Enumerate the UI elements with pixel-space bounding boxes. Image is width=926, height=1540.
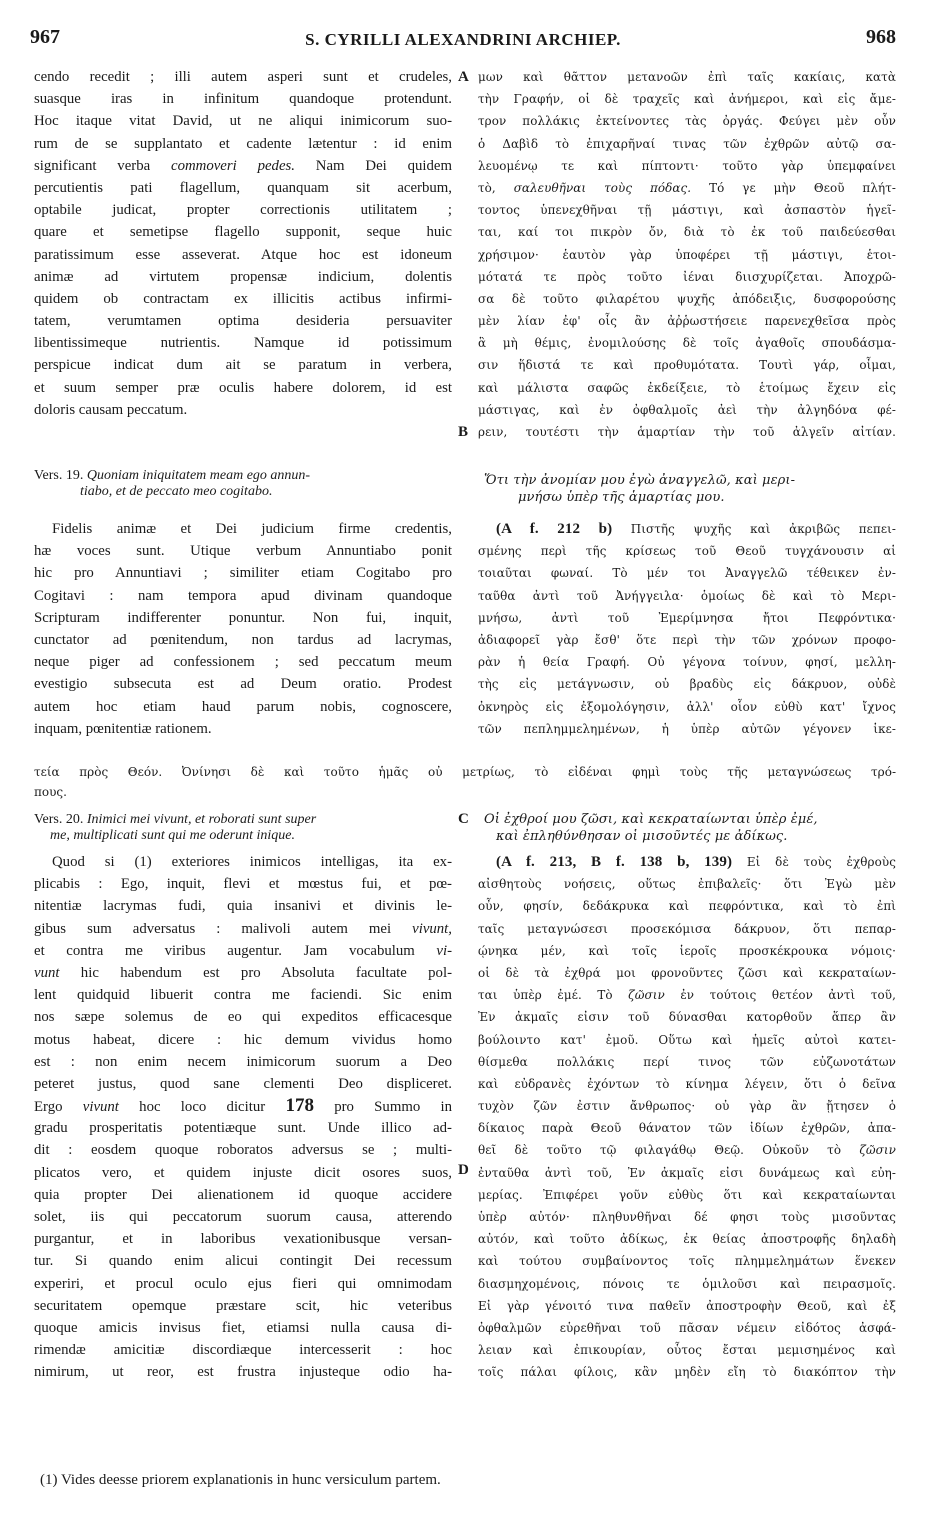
text-line: cunctator ad pœnitendum, non tardus ad lacrymas, [34, 631, 452, 648]
text-line: δίκαιος παρὰ Θεοῦ θάνατον τῶν ἰδίων ἐχθρῶν, ἀπα- [478, 1121, 896, 1136]
text-line: et suum semper præ oculis habere dolorem, id est [34, 379, 452, 396]
text-line: plicatos vero, et quidem injuste dicit osores suos, [34, 1164, 452, 1181]
text-line: τὴν Γραφήν, οἱ δὲ τραχεῖς καὶ ἀνήμεροι, καὶ εἰς ἄμε- [478, 92, 896, 107]
text-line: neque piger ad confessionem ; sed peccatum meum [34, 654, 452, 671]
greek-full-width-continuation [34, 762, 896, 802]
verse-text: Inimici mei vivunt, et roborati sunt super [86, 812, 317, 827]
text-fragment: hic habendum est pro Absoluta facultate pol- [59, 964, 452, 981]
text-fragment: ἐν τούτοις θετέον ἀντὶ τοῦ, [664, 988, 896, 1003]
text-line: cendo recedit ; illi autem asperi sunt et crudeles, [34, 69, 452, 85]
verse-label: Vers. 20. [34, 812, 84, 827]
text-line: est : non enim necem inimicorum suorum a Deo [34, 1053, 452, 1070]
text-line: σμένης περὶ τῆς κρίσεως τοῦ Θεοῦ τυγχάνουσιν αἱ [478, 544, 896, 559]
latin-column-block-3 [34, 851, 452, 1384]
text-fragment: hoc loco dicitur [118, 1099, 286, 1116]
page-header [30, 26, 896, 56]
italic-word: ζῶσιν [859, 1143, 896, 1158]
text-line: ἃ μὴ θέμις, ἐνομιλούσης δὲ τοῖς ἀγαθοῖς σπουδάσμα- [478, 336, 896, 351]
text-line: inquam, pœnitentiæ rationem. [34, 720, 212, 737]
text-line: μάστιγας, καὶ ἐν ὀφθαλμοῖς ἀεὶ τὴν ἀλγηδόνα φέ- [478, 402, 896, 417]
text-line: doloris causam peccatum. [34, 401, 188, 418]
verse-20-latin-heading [34, 812, 452, 844]
text-line: optabile judicat, propter correctionis utilitatem ; [34, 202, 452, 219]
greek-column-block-3 [478, 851, 896, 1384]
margin-marker-a: A [458, 69, 469, 85]
page-number-right: 968 [866, 26, 896, 48]
text-line [34, 918, 452, 940]
text-line [34, 962, 452, 984]
text-line: Hoc itaque vitat David, ut ne aliqui inimicorum suo- [34, 113, 452, 130]
text-line: τοντος ὑπενεχθῆναι τῇ μάστιγι, καὶ ἀσπαστὸν ἡγεῖ- [478, 203, 896, 218]
latin-column-block-1 [34, 66, 452, 421]
text-line: τῶν πεπλημμελημένων, ἡ ὑπὲρ αὐτῶν γέγονεν ἱκε- [478, 721, 896, 736]
greek-column-block-2 [478, 518, 896, 740]
text-line: hæ voces sunt. Utique verbum Annuntiabo ponit [34, 543, 452, 560]
text-line: ἀδιαφορεῖ γὰρ ἔσθ' ὅτε περὶ τὴν τῶν χρόνων προφο- [478, 632, 896, 647]
text-line: μων καὶ θᾶττον μετανοῶν ἐπὶ ταῖς κακίαις, κατὰ [478, 70, 896, 84]
text-line: ρὰν ἡ θεία Γραφή. Οὐ γέγονα τοίνυν, φησί, μελλη- [478, 655, 896, 670]
text-line: lent quidquid libuerit contra me faciendi. Sic enim [34, 987, 452, 1004]
text-line: libentissimeque nutrientis. Namque id potissimum [34, 335, 452, 352]
text-line: Fidelis animæ et Dei judicium firme credentis, [52, 521, 452, 537]
text-line: ἐνταῦθα ἀντὶ τοῦ, Ἐν ἀκμαῖς εἰσι δυνάμεως καὶ εὐη- [478, 1165, 896, 1180]
text-line [478, 1139, 896, 1161]
italic-word: vi- [436, 942, 452, 959]
text-line: καὶ εὐδρανὲς ἐχόντων τὸ κίνημα λέγειν, ὅτι ὁ δεῖνα [478, 1076, 896, 1091]
text-line: nitentiæ lacrymas fudi, quia insanivi et divinis le- [34, 898, 452, 915]
text-fragment: et contra me viribus augentur. Jam vocabulum [34, 942, 437, 959]
text-line: οὖν, φησίν, δεδάκρυκα καὶ πεφρόντικα, καὶ τὸ ἐπὶ [478, 899, 896, 914]
text-line: αἰσθητοὺς νοήσεις, οὕτως ἐπιβαλεῖς· ὅτι Ἐγὼ μὲν [478, 877, 896, 892]
text-line: quoque amicis invisus fiet, etiamsi nulla causa di- [34, 1319, 452, 1336]
text-line: percutientis pati flagellum, quanquam sit acerbum, [34, 179, 452, 196]
text-line: τὴς εἰς μετάγνωσιν, οὐ βραδὺς εἰς δάκρυον, οὐδὲ [478, 677, 896, 692]
text-fragment: Τό γε μὴν Θεοῦ πλήτ- [691, 180, 896, 195]
verse-line: καὶ ἐπληθύνθησαν οἱ μισοῦντές με ἀδίκως. [496, 829, 788, 844]
text-fragment: Nam Dei quidem [294, 157, 452, 174]
text-line: σιν ἥδιστά τε καὶ προθυμότατα. Τουτὶ γάρ, οἶμαι, [478, 358, 896, 373]
verse-line [34, 812, 452, 828]
text-line: experiri, et procul oculo ejus fieri qui omnimodam [34, 1275, 452, 1292]
text-line: Εἰ γὰρ γένοιτό τινα παθεῖν ἀποστροφὴν Θεοῦ, καὶ ἐξ [478, 1298, 896, 1313]
text-line [34, 155, 452, 177]
text-line: ὁ Δαβὶδ τὸ ἐπιχαρῆναί τινας τῶν ἐχθρῶν αὐτῷ σα- [478, 136, 896, 151]
text-line: τρον πολλάκις ἐκτείνοντες τὰς ὀργάς. Φεύγει μὲν οὖν [478, 114, 896, 129]
text-line: ταῦθα ἀντὶ τοῦ Ἀνήγγειλα· ὁμοίως δὲ καὶ τὸ Μερι- [478, 588, 896, 603]
text-line: suasque iras in infinitum quandoque protendunt. [34, 91, 452, 108]
text-line: tur. Si quando enim alicui contingit Dei recessum [34, 1253, 452, 1270]
text-line: hic pro Annuntiavi ; similiter etiam Cogitabo pro [34, 565, 452, 582]
text-line: gradu prosperitatis potentiæque sunt. Unde illico ad- [34, 1120, 452, 1137]
text-line: λειαν καὶ ἐπικουρίαν, οὗτος ἔσται μεμισημένος καὶ [478, 1343, 896, 1358]
text-line: quidem ob contractam ex illicitis actibus infirmi- [34, 290, 452, 307]
text-line: perspicue indicat dum ait se paratum in verbera, [34, 357, 452, 374]
text-line: καὶ τούτου συμβαίνοντος τοῖς πλημμελημάτων ἕνεκεν [478, 1254, 896, 1269]
margin-marker-d: D [458, 1162, 469, 1178]
verse-19-greek-heading [478, 472, 896, 506]
text-line: purgantur, et in laboribus vexationibusque versan- [34, 1231, 452, 1248]
running-title: S. CYRILLI ALEXANDRINI ARCHIEP. [305, 30, 621, 49]
text-fragment [732, 855, 747, 869]
verse-line: Οἱ ἐχθροί μου ζῶσι, καὶ κεκραταίωνται ὑπὲρ ἐμέ, [484, 812, 818, 827]
text-line: μὲν λίαν ἐφ' οἷς ἂν ἀῤῥωστήσειε παρενεχθεῖσα πρὸς [478, 314, 896, 329]
text-line: Scripturam indifferenter ponuntur. Non fui, inquit, [34, 609, 452, 626]
text-line [34, 940, 452, 962]
text-line: σα δὲ τοῦτο φιλαρέτου ψυχῆς ἀπόδειξις, δυσφορούσης [478, 291, 896, 306]
text-line: μνήσω, ἀντὶ τοῦ Ἐμερίμνησα ἤτοι Πεφρόντικα· [478, 610, 896, 625]
text-line: βούλοιντο κατ' ἐμοῦ. Οὕτω καὶ ἡμεῖς αὐτοὶ κατει- [478, 1032, 896, 1047]
text-line: διασμηχομένοις, πόνοις τε ὁμιλοῦσι καὶ πειρασμοῖς. [478, 1276, 896, 1291]
text-line: μερίας. Ἐπιφέρει γοῦν εὐθὺς ὅτι καὶ κεκραταίωνται [478, 1187, 896, 1202]
italic-phrase: σαλευθῆναι τοὺς πόδας. [513, 180, 692, 195]
text-fragment: Εἰ δὲ τοὺς ἐχθροὺς [746, 855, 896, 869]
text-line: rum de se supplantato et cadente lætentur : id enim [34, 135, 452, 152]
italic-word: ζῶσιν [628, 988, 665, 1003]
text-line: nos sæpe solemus de eo qui expeditos efficacesque [34, 1009, 452, 1026]
text-line: μότατά τε πρὸς τοῦτο ἰέναι διισχυρίζεται. Ἀποχρῶ- [478, 269, 896, 284]
text-fragment: τὸ, [478, 180, 514, 195]
text-line: dit : eosdem quoque roboratos adversus se ; multi- [34, 1142, 452, 1159]
manuscript-reference: (A f. 213, B f. 138 b, 139) [496, 854, 733, 870]
margin-marker-c: C [458, 811, 469, 827]
text-line: rimendæ amicitiæ discordiæque intercesserit : hoc [34, 1342, 452, 1359]
verse-line: μνήσω ὑπὲρ τῆς ἁμαρτίας μου. [518, 490, 725, 505]
text-fragment: pro Summo in [334, 1099, 452, 1116]
text-line: animæ ad virtutem propensæ indicium, dolentis [34, 268, 452, 285]
verse-line [34, 468, 452, 484]
text-line: ταῖς μεταγνώσεσι προσεκόμισα δάκρυον, ὅτι πεπαρ- [478, 921, 896, 936]
italic-phrase: commoveri pedes. [171, 157, 295, 174]
text-fragment: ται ὑπὲρ ἐμέ. Τὸ [478, 988, 629, 1003]
text-line [478, 984, 896, 1006]
text-line: θίσμεθα πολλάκις περί τινος τῶν εὐζωνοτάτων [478, 1054, 896, 1069]
text-line: peteret justus, quod sane clementi Deo displiceret. [34, 1075, 452, 1092]
text-fragment: significant verba [34, 157, 171, 174]
text-line: τεία πρὸς Θεόν. Ὀνίνησι δὲ καὶ τοῦτο ἡμᾶς οὐ μετρίως, τὸ εἰδέναι φημὶ τοὺς τῆς μεταγνώσεως τρό- [34, 765, 896, 779]
text-line: Quod si (1) exteriores inimicos intelligas, ita ex- [52, 854, 452, 870]
verse-text: Quoniam iniquitatem meam ego annun- [86, 468, 311, 483]
verse-line: me, multiplicati sunt qui me oderunt inique. [50, 828, 295, 843]
text-line: τοῖς πάλαι φίλοις, κἂν μηδὲν εἴη τὸ διακόπτον τὴν [478, 1365, 896, 1380]
text-line: solet, iis qui peccatorum suorum causa, atterendo [34, 1209, 452, 1225]
text-line: τοιαῦται φωναί. Τὸ μέν τοι Ἀναγγελῶ τέθεικεν ἐν- [478, 566, 896, 581]
text-fragment [314, 1099, 334, 1115]
italic-word: vivunt [82, 1099, 119, 1116]
text-line: evestigio subsecuta est ad Deum oratio. Prodest [34, 676, 452, 693]
text-fragment: gibus sum adversatus : malivoli autem mei [34, 920, 413, 937]
manuscript-reference: (A f. 212 b) [496, 521, 613, 537]
text-line: ὑπὲρ αὐτόν· πληθυνθῆναι δέ φησι τοὺς μισοῦντας [478, 1210, 896, 1224]
greek-column-block-1 [478, 66, 896, 443]
verse-line: Ὅτι τὴν ἀνομίαν μου ἐγὼ ἀναγγελῶ, καὶ μερι- [484, 473, 796, 488]
text-line: οἱ δὲ τὰ ἐχθρά μοι φρονοῦντες ζῶσι καὶ κεκραταίων- [478, 965, 896, 980]
text-line: αὐτόν, καὶ τοῦτο ἀδίκως, ἐκ θείας ἀποστροφῆς δηλαδὴ [478, 1232, 896, 1247]
text-line: nimirum, ut reor, est frustra injusteque odio ha- [34, 1364, 452, 1381]
text-line: ὀκνηρὸς εἰς ἐξομολόγησιν, ἀλλ' οἷον εὐθὺ κατ' ἴχνος [478, 699, 896, 714]
text-line [478, 518, 896, 540]
verse-line: tiabo, et de peccato meo cogitabo. [80, 484, 273, 499]
text-line: tatem, verumtamen optima desideria persuaviter [34, 313, 452, 330]
verse-19-latin-heading [34, 468, 452, 500]
text-line: plicabis : Ego, inquit, flevi et mœstus fui, et pœ- [34, 876, 452, 893]
latin-column-block-2 [34, 518, 452, 740]
text-line: ρειν, τουτέστι τὴν ἁμαρτίαν τὴν τοῦ ἀλγεῖν αἰτίαν. [478, 425, 896, 439]
text-line: Cogitavi : nam tempora apud divinam quandoque [34, 587, 452, 604]
text-line: ται, καί τοι πικρὸν ὄν, διὰ τὸ ἐκ τοῦ παιδεύεσθαι [478, 225, 896, 240]
text-line: ὀφθαλμῶν εὑρεθῆναι τοῦ πᾶσαν νέμειν εἰδότος ἀσφά- [478, 1320, 896, 1335]
text-fragment [612, 522, 631, 536]
text-line: χρήσιμον· ἑαυτὸν γὰρ ὑποφέρει τῇ μάστιγι, ἑτοι- [478, 247, 896, 262]
text-line [478, 851, 896, 873]
text-line: quia propter Dei alienationem id quoque accidere [34, 1186, 452, 1203]
text-line [478, 177, 896, 199]
text-line: paratissimum esse asseverat. Atque hoc est idoneum [34, 246, 452, 263]
text-line: λευομένῳ τε καὶ πίπτοντι· τοῦτο γὰρ ὑπεμφαίνει [478, 158, 896, 173]
text-fragment: θεῖ δὲ τοῦτο τῷ φιλαγάθῳ Θεῷ. Οὐκοῦν τὸ [478, 1143, 860, 1158]
text-line: quare et semetipse flagello supponit, seque huic [34, 224, 452, 241]
italic-word: vunt [34, 964, 60, 981]
text-line: τυχὸν ζῶν ἐστιν ἄνθρωπος· οὐ γὰρ ἂν ᾔτησεν ὁ [478, 1099, 896, 1114]
footnote: (1) Vides deesse priorem explanationis in hunc versiculum partem. [40, 1472, 441, 1488]
text-line: Ἐν ἀκμαῖς εἰσιν τοῦ δύνασθαι κατορθοῦν ἅπερ ἂν [478, 1010, 896, 1025]
inline-page-number: 178 [285, 1095, 314, 1117]
margin-marker-b: B [458, 424, 469, 440]
text-line: καὶ μάλιστα σαφῶς ἐκδείξειε, τὸ ἑτοίμως ἔχειν εἰς [478, 380, 896, 395]
text-line [34, 1095, 452, 1117]
page-number-left: 967 [30, 26, 60, 48]
text-fragment: Ergo [34, 1099, 83, 1116]
text-line: autem hoc etiam haud parum nobis, cognoscere, [34, 698, 452, 715]
verse-label: Vers. 19. [34, 468, 84, 483]
italic-word: vivunt, [412, 920, 452, 937]
text-line: ῴνηκα μέν, καὶ τοῖς ἱεροῖς προσκέκρουκα νόμοις· [478, 943, 896, 958]
text-line: πους. [34, 785, 67, 799]
text-line: securitatem opemque præstare scit, hic veteribus [34, 1297, 452, 1314]
text-line: motus habeat, dicere : hic demum vividus homo [34, 1031, 452, 1048]
verse-20-greek-heading [478, 811, 896, 845]
text-fragment: Πιστῆς ψυχῆς καὶ ἀκριβῶς πεπει- [630, 522, 896, 536]
